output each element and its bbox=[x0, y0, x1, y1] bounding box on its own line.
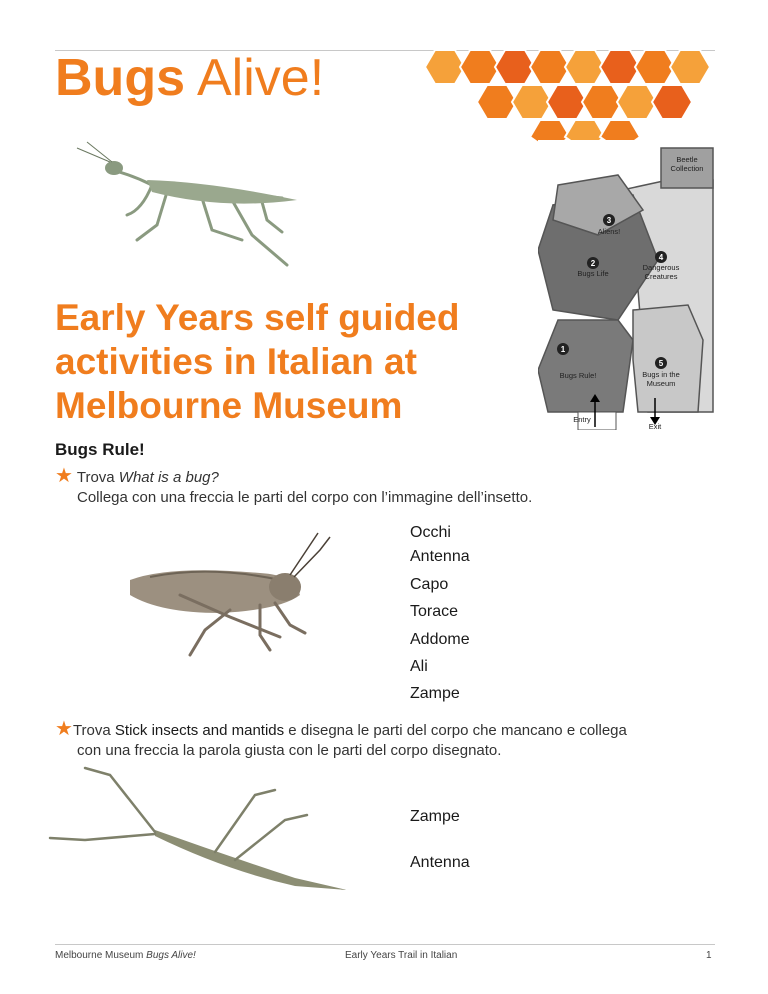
map-label-exit: Exit bbox=[648, 422, 662, 430]
page-title bbox=[55, 48, 324, 108]
stick-part-label: Antenna bbox=[410, 854, 470, 871]
star-icon: ★ bbox=[55, 718, 73, 740]
map-label-bugs-in-the: Bugs in the bbox=[642, 370, 680, 379]
instr1-italic: What is a bug? bbox=[118, 469, 219, 486]
page-number: 1 bbox=[706, 950, 712, 961]
star-icon: ★ bbox=[55, 465, 73, 487]
map-label-aliens: Aliens! bbox=[597, 227, 621, 236]
map-number: 5 bbox=[658, 359, 664, 368]
map-number: 2 bbox=[590, 259, 596, 268]
footer-left-plain: Melbourne Museum bbox=[55, 950, 147, 961]
map-label-collection: Collection bbox=[670, 164, 704, 173]
map-label-entry: Entry bbox=[573, 415, 591, 424]
mantis-photo bbox=[72, 140, 322, 275]
title-light: Alive! bbox=[197, 49, 325, 107]
hex-cell bbox=[670, 50, 710, 84]
heading-line: activities in Italian at bbox=[55, 341, 417, 382]
body-part-label: Zampe bbox=[410, 685, 460, 702]
body-part-label: Torace bbox=[410, 603, 459, 620]
heading-line: Early Years self guided bbox=[55, 297, 460, 338]
heading-line: Melbourne Museum bbox=[55, 385, 403, 426]
instr2-suffix: e disegna le parti del corpo che mancano e collega bbox=[284, 722, 627, 739]
instr2-prefix: Trova bbox=[72, 722, 115, 739]
instruction-2 bbox=[55, 719, 720, 761]
honeycomb-decoration bbox=[420, 45, 720, 145]
title-bold: Bugs bbox=[55, 49, 185, 107]
instruction-1 bbox=[55, 466, 715, 508]
map-number: 4 bbox=[658, 253, 664, 262]
instr2-highlight: Stick insects and mantids bbox=[114, 722, 285, 739]
map-number: 3 bbox=[606, 216, 612, 225]
main-heading bbox=[55, 296, 515, 428]
body-part-label: Capo bbox=[410, 576, 449, 593]
map-label-creatures: Creatures bbox=[644, 272, 678, 281]
instr2-line2: con una freccia la parola giusta con le parti del corpo disegnato. bbox=[77, 742, 502, 759]
instr1-prefix: Trova bbox=[76, 469, 119, 486]
stick-insect-photo bbox=[25, 760, 365, 910]
museum-map bbox=[538, 140, 718, 430]
stick-part-label: Zampe bbox=[410, 808, 460, 825]
grasshopper-photo bbox=[110, 525, 360, 665]
footer-center: Early Years Trail in Italian bbox=[345, 950, 458, 961]
map-label-bugs-life: Bugs Life bbox=[577, 269, 609, 278]
section-title: Bugs Rule! bbox=[55, 440, 145, 459]
map-label-bugs-rule: Bugs Rule! bbox=[559, 371, 597, 380]
instr1-line2: Collega con una freccia le parti del corpo con l’immagine dell’insetto. bbox=[77, 489, 533, 506]
hex-cell bbox=[652, 85, 692, 119]
map-label-dangerous: Dangerous bbox=[642, 263, 680, 272]
map-label-beetle: Beetle bbox=[676, 155, 698, 164]
footer-left bbox=[55, 950, 196, 961]
map-number: 1 bbox=[560, 345, 566, 354]
footer-rule bbox=[55, 944, 715, 945]
footer-left-italic: Bugs Alive! bbox=[146, 950, 196, 961]
body-part-label: Antenna bbox=[410, 548, 470, 565]
body-part-label: Occhi bbox=[410, 524, 451, 541]
body-part-label: Ali bbox=[410, 658, 428, 675]
map-label-museum: Museum bbox=[646, 379, 676, 388]
body-part-label: Addome bbox=[410, 631, 470, 648]
